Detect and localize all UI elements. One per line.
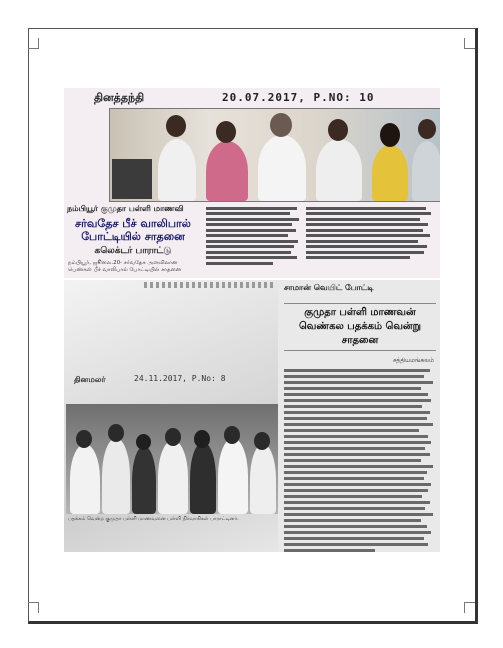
crop-mark-top-right — [464, 38, 475, 49]
person-figure — [258, 135, 306, 201]
clipping2-photo — [66, 404, 278, 514]
person-figure — [218, 438, 248, 514]
crop-mark-top-left — [28, 38, 39, 49]
person-figure — [316, 139, 362, 201]
person-head — [270, 113, 292, 137]
clipping2-date: 24.11.2017, P.No: 8 — [134, 374, 226, 383]
person-figure — [250, 444, 276, 514]
crop-mark-bottom-left — [28, 602, 39, 613]
newspaper-clipping-1 — [64, 88, 440, 278]
clipping2-section-title: சாமான் வெயிட் போட்டி — [284, 282, 374, 292]
clipping2-article — [280, 280, 440, 552]
person-figure — [158, 139, 196, 201]
crop-mark-bottom-right — [464, 602, 475, 613]
person-figure — [412, 141, 440, 201]
clipping1-body-column-2 — [306, 204, 436, 262]
clipping1-photo — [109, 108, 440, 202]
award-plaque — [112, 159, 152, 199]
person-figure — [158, 440, 188, 514]
clipping2-dotted-edge — [144, 282, 274, 288]
clipping1-masthead: தினத்தந்தி — [94, 91, 145, 104]
person-head — [254, 432, 270, 450]
newspaper-clipping-2 — [64, 280, 440, 552]
clipping2-body — [284, 369, 436, 552]
clipping1-lead: நம்பியூர், ஜூலை.20- சர்வதேச அளவிலான பெண்கள் பீச் வாலிபால் போட்டியில் சாதனை — [68, 260, 182, 273]
clipping2-photo-caption: பதக்கம் வென்ற குமுதா பள்ளி மாணவனை பள்ளி நிர்வாகிகள் பாராட்டினர். — [68, 516, 239, 522]
person-head — [76, 430, 92, 448]
person-head — [380, 123, 400, 147]
clipping1-date: 20.07.2017, P.NO: 10 — [222, 91, 375, 104]
person-figure — [132, 446, 156, 514]
clipping1-kicker: நம்பியூர் குமுதா பள்ளி மாணவி — [67, 203, 184, 213]
person-figure — [102, 438, 130, 514]
clipping1-subhead: கலெக்டர் பாராட்டு — [94, 246, 172, 256]
person-figure — [70, 444, 100, 514]
person-head — [418, 119, 436, 139]
person-figure — [190, 442, 216, 514]
person-head — [108, 424, 124, 442]
person-head — [194, 430, 210, 448]
person-head — [216, 121, 236, 143]
person-head — [328, 119, 348, 141]
clipping2-headline: குமுதா பள்ளி மாணவன் வெண்கல பதக்கம் வென்று சாதனை — [284, 303, 436, 351]
person-figure — [372, 145, 408, 201]
clipping1-body-column-1 — [206, 204, 302, 267]
person-head — [224, 426, 240, 444]
clipping2-masthead: தினமலர் — [74, 374, 106, 384]
person-head — [165, 428, 181, 446]
clipping1-headline-box — [64, 202, 202, 278]
person-figure — [206, 141, 248, 201]
clipping2-byline: சத்தியமங்கலம் — [392, 357, 434, 364]
person-head — [136, 434, 151, 450]
person-head — [166, 115, 186, 137]
clipping1-headline: சர்வதேச பீச் வாலிபால் போட்டியில் சாதனை — [75, 217, 191, 243]
